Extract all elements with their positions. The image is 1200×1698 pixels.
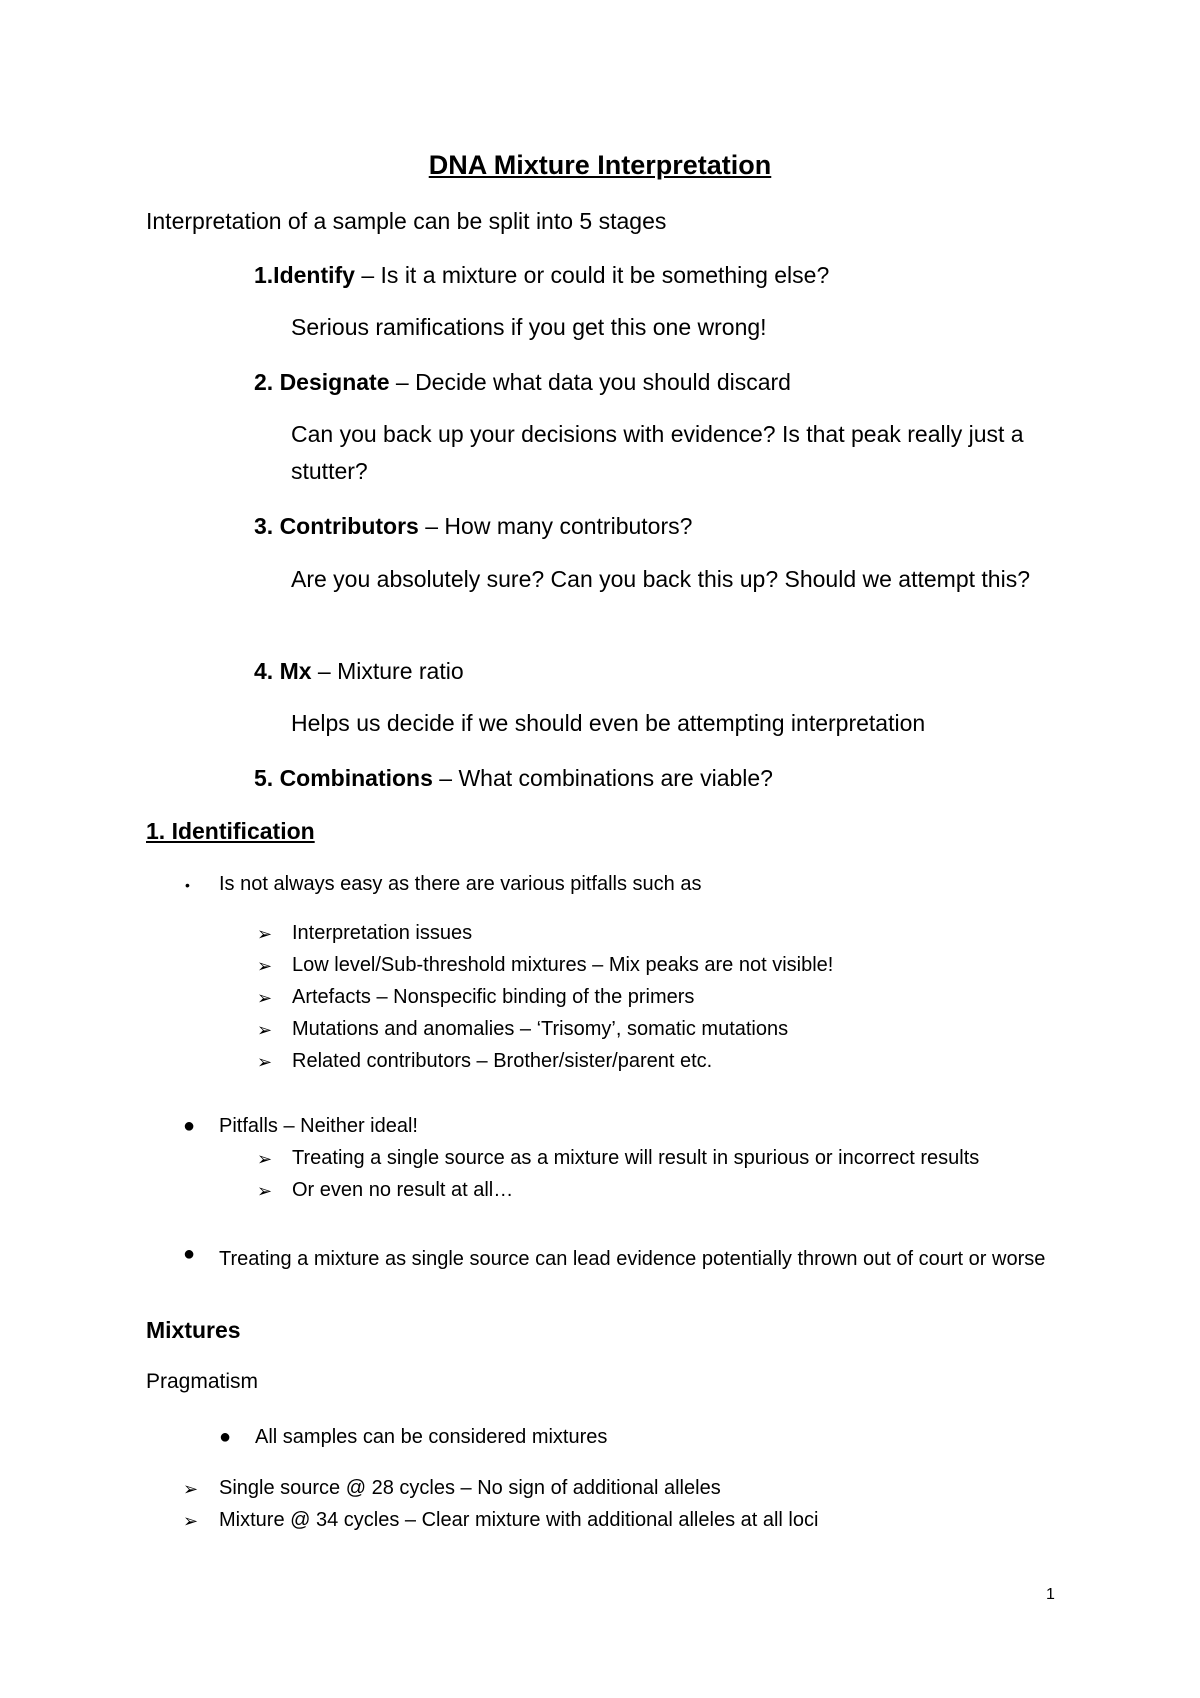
mixtures-bullet: All samples can be considered mixtures xyxy=(255,1426,608,1448)
identification-bullet-3: Treating a mixture as single source can lead evidence potentially thrown out of court or worse xyxy=(219,1248,1046,1270)
pitfall-item: Mutations and anomalies – ‘Trisomy’, somatic mutations xyxy=(292,1018,789,1040)
stage-label: 2. Designate xyxy=(254,369,390,395)
arrow-bullet-icon: ➢ xyxy=(257,924,273,944)
stage-5 xyxy=(254,765,773,792)
identification-bullet-1: Is not always easy as there are various pitfalls such as xyxy=(219,873,702,895)
identification-bullet-2: Pitfalls – Neither ideal! xyxy=(219,1115,418,1137)
stage-4 xyxy=(254,658,464,685)
section-heading-identification: 1. Identification xyxy=(146,818,315,844)
pitfall-item: Interpretation issues xyxy=(292,922,473,944)
arrow-bullet-icon: ➢ xyxy=(257,1052,273,1072)
section-heading-mixtures: Mixtures xyxy=(146,1317,241,1343)
stage-text: – How many contributors? xyxy=(418,513,693,539)
stage-3-note: Are you absolutely sure? Can you back this up? Should we attempt this? xyxy=(291,566,1030,592)
stage-label: 5. Combinations xyxy=(254,765,433,791)
pitfall-detail: Or even no result at all… xyxy=(292,1179,514,1201)
subheading-pragmatism: Pragmatism xyxy=(146,1370,259,1393)
page-number: 1 xyxy=(1046,1586,1055,1603)
intro-text: Interpretation of a sample can be split into 5 stages xyxy=(146,208,667,234)
mixture-item: Mixture @ 34 cycles – Clear mixture with additional alleles at all loci xyxy=(219,1509,819,1531)
pitfall-item: Related contributors – Brother/sister/parent etc. xyxy=(292,1050,713,1072)
stage-2-note: Can you back up your decisions with evidence? Is that peak really just a stutter? xyxy=(291,421,1024,484)
arrow-bullet-icon: ➢ xyxy=(257,1181,273,1201)
bullet-icon: • xyxy=(185,877,190,893)
stage-text: – Is it a mixture or could it be something else? xyxy=(354,262,830,288)
pitfall-item: Artefacts – Nonspecific binding of the primers xyxy=(292,986,695,1008)
stage-text: – Decide what data you should discard xyxy=(389,369,791,395)
bullet-icon: ● xyxy=(183,1115,196,1137)
bullet-icon: ● xyxy=(183,1243,196,1265)
stage-text: – What combinations are viable? xyxy=(432,765,773,791)
stage-text: – Mixture ratio xyxy=(311,658,464,684)
stage-label: 3. Contributors xyxy=(254,513,419,539)
arrow-bullet-icon: ➢ xyxy=(257,1149,273,1169)
stage-3 xyxy=(254,513,692,540)
stage-1 xyxy=(254,262,829,289)
arrow-bullet-icon: ➢ xyxy=(183,1511,199,1531)
pitfall-item: Low level/Sub-threshold mixtures – Mix peaks are not visible! xyxy=(292,954,834,976)
arrow-bullet-icon: ➢ xyxy=(183,1479,199,1499)
page-title: DNA Mixture Interpretation xyxy=(428,150,772,180)
arrow-bullet-icon: ➢ xyxy=(257,1020,273,1040)
stage-label: 4. Mx xyxy=(254,658,312,684)
stage-label: 1.Identify xyxy=(254,262,355,288)
arrow-bullet-icon: ➢ xyxy=(257,988,273,1008)
stage-1-note: Serious ramifications if you get this one wrong! xyxy=(291,314,767,340)
stage-4-note: Helps us decide if we should even be attempting interpretation xyxy=(291,710,926,736)
mixture-item: Single source @ 28 cycles – No sign of additional alleles xyxy=(219,1477,721,1499)
pitfall-detail: Treating a single source as a mixture will result in spurious or incorrect results xyxy=(292,1147,980,1169)
arrow-bullet-icon: ➢ xyxy=(257,956,273,976)
stage-2 xyxy=(254,369,791,396)
bullet-icon: ● xyxy=(219,1426,232,1448)
